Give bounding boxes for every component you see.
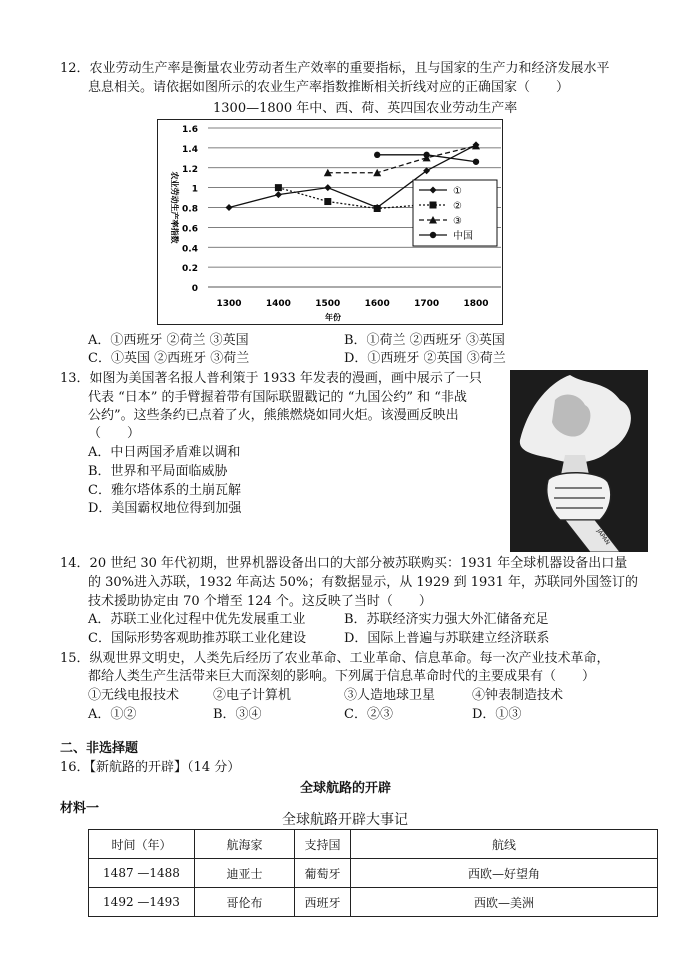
x-tick-label: 1300: [216, 299, 242, 309]
q13-option-a[interactable]: A．中日两国矛盾难以调和: [88, 445, 241, 460]
series-2-point: [275, 184, 282, 191]
q13-line1: 13．如图为美国著名报人普利策于 1933 年发表的漫画，画中展示了一只: [60, 371, 482, 386]
series-1-point: [275, 191, 282, 198]
y-axis-label: 农业劳动生产率指数: [170, 171, 179, 244]
q14-line1: 14．20 世纪 30 年代初期，世界机器设备出口的大部分被苏联购买：1931 年全球机器设备出口量: [60, 556, 628, 571]
q15-option-d[interactable]: D．①③: [472, 707, 522, 722]
voyage-table: [88, 829, 658, 917]
q13-line4: （ ）: [88, 426, 141, 441]
center-title: 全球航路的开辟: [300, 781, 392, 796]
y-tick-label: 1.4: [182, 144, 198, 155]
table-title: 全球航路开辟大事记: [282, 812, 408, 828]
legend-label: 中国: [453, 231, 473, 242]
y-tick-label: 0: [191, 284, 198, 294]
q13-line3: 公约”。这些条约已点着了火，熊熊燃烧如同火炬。该漫画反映出: [88, 408, 459, 423]
q14-option-a[interactable]: A．苏联工业化过程中优先发展重工业: [88, 612, 306, 627]
productivity-chart: [157, 119, 503, 325]
q14-line2: 的 30%进入苏联，1932 年高达 50%；有数据显示，从 1929 到 1931 年，苏联同外国签订的: [88, 575, 638, 590]
legend-label: ③: [453, 216, 462, 227]
q13-option-d[interactable]: D．美国霸权地位得到加强: [88, 501, 242, 516]
table-cell: 西欧—美洲: [351, 888, 658, 917]
table-cell: 哥伦布: [195, 888, 295, 917]
series-1-point: [226, 204, 233, 211]
y-tick-label: 0.2: [182, 264, 198, 275]
q13-line2: 代表 “日本” 的手臂握着带有国际联盟戳记的 “九国公约” 和 “非战: [88, 390, 467, 405]
q12-option-a[interactable]: A．①西班牙 ②荷兰 ③英国: [88, 333, 249, 348]
legend-swatch-marker: [430, 202, 437, 209]
table-header-row: [89, 830, 658, 859]
table-cell: 西班牙: [295, 888, 351, 917]
q15-option-b[interactable]: B．③④: [213, 707, 262, 722]
legend-label: ②: [453, 201, 462, 212]
series-4-point: [374, 152, 380, 158]
legend-label: ①: [453, 186, 462, 197]
section-heading: 二、非选择题: [60, 741, 139, 756]
x-tick-label: 1500: [315, 299, 341, 309]
cartoon-japan-label: JAPAN: [595, 527, 612, 547]
y-tick-label: 0.4: [182, 244, 198, 255]
table-header: 支持国: [295, 830, 351, 859]
x-tick-label: 1700: [414, 299, 440, 309]
torch-cartoon-drawing: [510, 370, 648, 552]
q15-item-1: ①无线电报技术: [88, 688, 180, 703]
y-tick-label: 0.8: [182, 204, 198, 215]
y-tick-label: 0.6: [182, 224, 198, 235]
series-2-point: [374, 205, 381, 212]
table-cell: 西欧—好望角: [351, 859, 658, 888]
q16-title: 16．【新航路的开辟】（14 分）: [60, 760, 241, 775]
q13-option-b[interactable]: B．世界和平局面临威胁: [88, 464, 228, 479]
q15-option-c[interactable]: C．②③: [344, 707, 393, 722]
series-4-point: [473, 159, 479, 165]
q15-line1: 15．纵观世界文明史，人类先后经历了农业革命、工业革命、信息革命。每一次产业技术革命，: [60, 651, 610, 666]
x-tick-label: 1800: [463, 299, 489, 309]
series-1-point: [324, 184, 331, 191]
table-cell: 迪亚士: [195, 859, 295, 888]
q15-item-4: ④钟表制造技术: [472, 688, 564, 703]
q12-option-b[interactable]: B．①荷兰 ②西班牙 ③英国: [344, 333, 505, 348]
table-header: 时间（年）: [89, 830, 195, 859]
series-4-point: [423, 152, 429, 158]
q14-option-c[interactable]: C．国际形势客观助推苏联工业化建设: [88, 631, 306, 646]
q13-option-c[interactable]: C．雅尔塔体系的土崩瓦解: [88, 483, 241, 498]
table-cell: 葡萄牙: [295, 859, 351, 888]
q12-option-c[interactable]: C．①英国 ②西班牙 ③荷兰: [88, 351, 250, 366]
q15-item-3: ③人造地球卫星: [344, 688, 436, 703]
y-tick-label: 1.2: [182, 164, 198, 175]
y-tick-label: 1.6: [182, 125, 198, 135]
q12-line2: 息息相关。请依据如图所示的农业生产率指数推断相关折线对应的正确国家（ ）: [88, 80, 570, 95]
legend-swatch-marker: [430, 232, 436, 238]
q15-line2: 都给人类生产生活带来巨大而深刻的影响。下列属于信息革命时代的主要成果有（ ）: [88, 669, 596, 684]
q12-option-d[interactable]: D．①西班牙 ②英国 ③荷兰: [344, 351, 506, 366]
q14-option-d[interactable]: D．国际上普遍与苏联建立经济联系: [344, 631, 550, 646]
torch-cartoon-image: [510, 370, 648, 552]
material-label: 材料一: [60, 801, 100, 816]
chart-title: 1300—1800 年中、西、荷、英四国农业劳动生产率: [213, 101, 518, 116]
q14-line3: 技术援助协定由 70 个增至 124 个。这反映了当时（ ）: [88, 594, 432, 609]
table-row: [89, 888, 658, 917]
x-tick-label: 1600: [364, 299, 390, 309]
table-cell: 1487 —1488: [89, 859, 195, 888]
q12-line1: 12．农业劳动生产率是衡量农业劳动者生产效率的重要指标，且与国家的生产力和经济发展水平: [60, 61, 610, 76]
table-header: 航线: [351, 830, 658, 859]
table-cell: 1492 —1493: [89, 888, 195, 917]
q15-item-2: ②电子计算机: [213, 688, 292, 703]
y-tick-label: 1: [191, 184, 198, 195]
series-2-point: [324, 198, 331, 205]
table-header: 航海家: [195, 830, 295, 859]
x-tick-label: 1400: [265, 299, 291, 309]
x-axis-label: 年份: [325, 313, 341, 322]
chart-svg: [158, 120, 502, 324]
q14-option-b[interactable]: B．苏联经济实力强大外汇储备充足: [344, 612, 549, 627]
q15-option-a[interactable]: A．①②: [88, 707, 137, 722]
table-row: [89, 859, 658, 888]
